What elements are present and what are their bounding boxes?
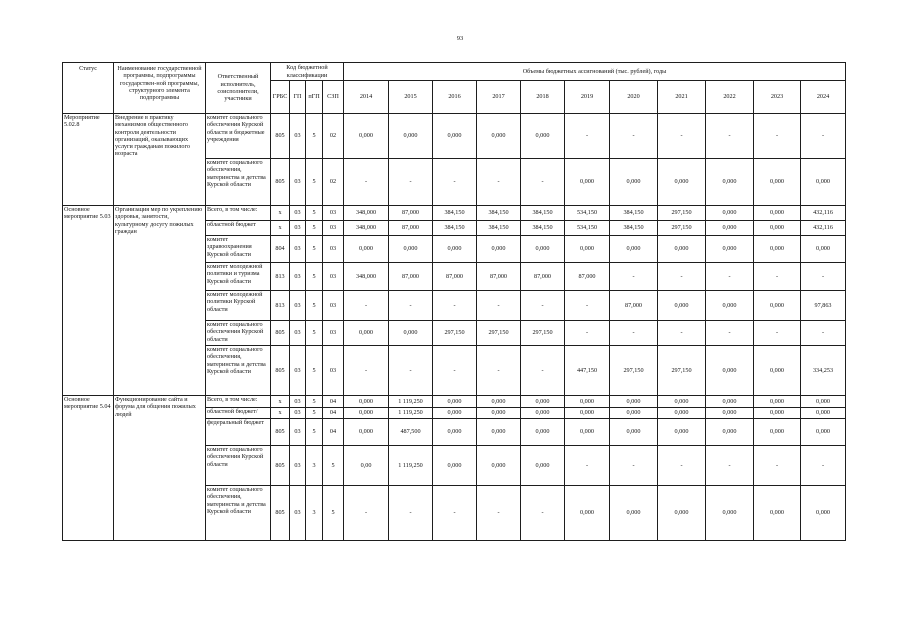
budget-code-cell: 5 — [306, 221, 323, 236]
allocation-value-cell: 0,000 — [706, 206, 754, 221]
allocation-value-cell: 87,000 — [477, 263, 521, 291]
allocation-value-cell: 0,000 — [433, 114, 477, 159]
responsible-cell: комитет здравоохранения Курской области — [206, 236, 271, 263]
allocation-value-cell: 0,000 — [754, 291, 801, 321]
allocation-value-cell: 1 119,250 — [389, 408, 433, 419]
allocation-value-cell: 0,000 — [433, 446, 477, 486]
responsible-cell: комитет социального обеспечения Курской области — [206, 321, 271, 346]
allocation-value-cell: - — [389, 346, 433, 396]
allocation-value-cell: 348,000 — [344, 206, 389, 221]
allocation-value-cell: 297,150 — [658, 206, 706, 221]
budget-code-cell: 04 — [323, 396, 344, 408]
allocation-value-cell: 334,253 — [801, 346, 846, 396]
budget-code-cell: 5 — [306, 396, 323, 408]
budget-code-cell: 5 — [306, 263, 323, 291]
allocation-value-cell: - — [521, 291, 565, 321]
allocation-value-cell: 0,000 — [706, 346, 754, 396]
responsible-cell: комитет молодежной политики Курской области — [206, 291, 271, 321]
allocation-value-cell: 534,150 — [565, 206, 610, 221]
allocation-value-cell: - — [344, 291, 389, 321]
allocation-value-cell: 384,150 — [433, 221, 477, 236]
allocation-value-cell: - — [477, 159, 521, 206]
gp-header: ГП — [290, 81, 306, 114]
budget-code-cell: 04 — [323, 419, 344, 446]
allocation-value-cell: 0,000 — [565, 159, 610, 206]
allocation-value-cell: 87,000 — [610, 291, 658, 321]
allocation-value-cell: 87,000 — [521, 263, 565, 291]
allocation-value-cell: 0,000 — [565, 486, 610, 541]
responsible-cell: федеральный бюджет — [206, 419, 271, 446]
allocation-value-cell: 0,000 — [706, 396, 754, 408]
allocation-value-cell: 0,000 — [344, 236, 389, 263]
allocation-value-cell: 0,000 — [521, 408, 565, 419]
allocation-value-cell: 0,000 — [344, 408, 389, 419]
allocation-value-cell: 0,000 — [477, 446, 521, 486]
allocation-value-cell: 384,150 — [521, 206, 565, 221]
budget-code-cell: 03 — [290, 396, 306, 408]
allocation-value-cell: 0,000 — [389, 114, 433, 159]
allocation-value-cell: 0,000 — [754, 221, 801, 236]
allocation-value-cell: - — [610, 446, 658, 486]
allocation-value-cell: 0,000 — [658, 291, 706, 321]
allocation-value-cell: - — [754, 321, 801, 346]
budget-code-cell: 5 — [306, 346, 323, 396]
allocation-value-cell: - — [565, 114, 610, 159]
allocation-value-cell: 0,000 — [521, 236, 565, 263]
year-header: 2015 — [389, 81, 433, 114]
allocation-value-cell: 0,000 — [433, 408, 477, 419]
budget-code-cell: х — [271, 206, 290, 221]
budget-code-cell: 03 — [323, 291, 344, 321]
allocation-value-cell: 0,000 — [754, 236, 801, 263]
allocation-value-cell: - — [477, 486, 521, 541]
allocation-value-cell: - — [754, 446, 801, 486]
responsible-cell: комитет социального обеспечения, материнства и детства Курской области — [206, 486, 271, 541]
allocation-value-cell: 348,000 — [344, 263, 389, 291]
budget-code-cell: 5 — [306, 114, 323, 159]
allocation-value-cell: 0,00 — [344, 446, 389, 486]
table-row — [63, 114, 846, 159]
allocation-value-cell: 384,150 — [610, 206, 658, 221]
allocation-value-cell: - — [801, 114, 846, 159]
budget-code-cell: 03 — [290, 206, 306, 221]
budget-code-cell: 03 — [323, 263, 344, 291]
status-header: Статус — [63, 63, 114, 114]
allocation-value-cell: - — [521, 346, 565, 396]
allocation-value-cell: 0,000 — [658, 396, 706, 408]
allocation-value-cell: 0,000 — [658, 486, 706, 541]
allocation-value-cell: 0,000 — [610, 236, 658, 263]
allocation-value-cell: 297,150 — [477, 321, 521, 346]
budget-code-cell: 813 — [271, 263, 290, 291]
budget-code-cell: 03 — [323, 206, 344, 221]
responsible-cell: комитет социального обеспечения Курской области и бюджетные учреждения — [206, 114, 271, 159]
allocation-value-cell: 0,000 — [565, 419, 610, 446]
allocation-value-cell: - — [433, 291, 477, 321]
header-row — [63, 63, 846, 81]
allocation-value-cell: 0,000 — [610, 486, 658, 541]
allocation-value-cell: 0,000 — [477, 236, 521, 263]
allocation-value-cell: 0,000 — [389, 236, 433, 263]
table-header — [63, 63, 846, 114]
measure-name-cell: Функционирование сайта и форума для общения пожилых людей — [114, 396, 206, 541]
allocation-value-cell: 0,000 — [706, 291, 754, 321]
allocation-value-cell: - — [801, 321, 846, 346]
allocation-value-cell: 384,150 — [477, 221, 521, 236]
budget-code-cell: 805 — [271, 419, 290, 446]
allocation-value-cell: 0,000 — [754, 486, 801, 541]
allocation-value-cell: 0,000 — [658, 408, 706, 419]
allocation-value-cell: 87,000 — [389, 263, 433, 291]
measure-name-cell: Внедрение в практику механизмов общественного контроля деятельности организаций, оказывающих услуги гражданам пожилого возраста — [114, 114, 206, 206]
allocation-value-cell: 0,000 — [706, 236, 754, 263]
budget-code-cell: 805 — [271, 159, 290, 206]
allocation-value-cell: 0,000 — [521, 396, 565, 408]
year-header: 2021 — [658, 81, 706, 114]
year-header: 2016 — [433, 81, 477, 114]
budget-code-cell: 02 — [323, 159, 344, 206]
allocation-value-cell: - — [801, 446, 846, 486]
allocation-value-cell: 0,000 — [433, 396, 477, 408]
budget-code-cell: 3 — [306, 446, 323, 486]
allocation-value-cell: 0,000 — [658, 419, 706, 446]
allocation-value-cell: 0,000 — [754, 159, 801, 206]
allocation-value-cell: 87,000 — [433, 263, 477, 291]
allocation-value-cell: 0,000 — [565, 408, 610, 419]
allocation-value-cell: - — [433, 486, 477, 541]
allocation-value-cell: 0,000 — [344, 419, 389, 446]
allocation-value-cell: - — [706, 321, 754, 346]
responsible-cell: Всего, в том числе: — [206, 396, 271, 408]
budget-code-cell: 03 — [323, 321, 344, 346]
budget-code-cell: 03 — [323, 346, 344, 396]
allocation-value-cell: - — [389, 486, 433, 541]
table-row — [63, 206, 846, 221]
budget-code-cell: 03 — [290, 263, 306, 291]
allocation-value-cell: - — [754, 263, 801, 291]
allocation-value-cell: - — [565, 291, 610, 321]
budget-code-cell: 03 — [290, 346, 306, 396]
allocation-value-cell: 0,000 — [521, 114, 565, 159]
year-header: 2022 — [706, 81, 754, 114]
budget-code-cell: 804 — [271, 236, 290, 263]
allocation-value-cell: 87,000 — [389, 221, 433, 236]
allocation-value-cell: 297,150 — [433, 321, 477, 346]
responsible-cell: комитет молодежной политики и туризма Курской области — [206, 263, 271, 291]
allocation-value-cell: 384,150 — [521, 221, 565, 236]
budget-code-header: Код бюджетной классификации — [271, 63, 344, 81]
budget-code-cell: 5 — [306, 419, 323, 446]
year-header: 2019 — [565, 81, 610, 114]
allocation-value-cell: 0,000 — [521, 419, 565, 446]
allocation-value-cell: 0,000 — [801, 159, 846, 206]
responsible-cell: комитет социального обеспечения Курской области — [206, 446, 271, 486]
budget-code-cell: 03 — [323, 236, 344, 263]
allocation-value-cell: - — [801, 263, 846, 291]
allocation-value-cell: 0,000 — [610, 159, 658, 206]
allocation-value-cell: 0,000 — [754, 396, 801, 408]
budget-code-cell: 3 — [306, 486, 323, 541]
allocation-value-cell: - — [658, 263, 706, 291]
budget-code-cell: 805 — [271, 346, 290, 396]
allocation-value-cell: - — [706, 263, 754, 291]
allocation-value-cell: - — [706, 114, 754, 159]
allocation-value-cell: 1 119,250 — [389, 396, 433, 408]
allocation-value-cell: - — [389, 291, 433, 321]
budget-code-cell: х — [271, 221, 290, 236]
allocation-value-cell: 384,150 — [433, 206, 477, 221]
allocation-value-cell: - — [754, 114, 801, 159]
budget-code-cell: 04 — [323, 408, 344, 419]
allocation-value-cell: - — [658, 321, 706, 346]
allocation-value-cell: 384,150 — [477, 206, 521, 221]
allocation-value-cell: - — [389, 159, 433, 206]
responsible-cell: комитет социального обеспечения, материнства и детства Курской области — [206, 346, 271, 396]
allocation-value-cell: 0,000 — [754, 408, 801, 419]
budget-code-cell: 5 — [306, 291, 323, 321]
allocation-value-cell: 87,000 — [565, 263, 610, 291]
allocation-value-cell: 432,116 — [801, 206, 846, 221]
budget-code-cell: 03 — [290, 486, 306, 541]
responsible-cell: комитет социального обеспечения, материнства и детства Курской области — [206, 159, 271, 206]
allocation-value-cell: 0,000 — [477, 114, 521, 159]
allocation-value-cell: 0,000 — [754, 206, 801, 221]
allocation-value-cell: 0,000 — [521, 446, 565, 486]
allocation-value-cell: 0,000 — [389, 321, 433, 346]
allocation-value-cell: - — [610, 263, 658, 291]
responsible-header: Ответственный исполнитель, соисполнители, участники — [206, 63, 271, 114]
year-header: 2018 — [521, 81, 565, 114]
budget-code-cell: 03 — [290, 408, 306, 419]
budget-code-cell: 805 — [271, 321, 290, 346]
grbs-header: ГРБС — [271, 81, 290, 114]
allocation-value-cell: 87,000 — [389, 206, 433, 221]
allocation-value-cell: 0,000 — [754, 419, 801, 446]
year-header: 2023 — [754, 81, 801, 114]
allocation-value-cell: - — [658, 446, 706, 486]
year-header: 2020 — [610, 81, 658, 114]
allocation-value-cell: 0,000 — [658, 159, 706, 206]
budget-code-cell: 813 — [271, 291, 290, 321]
allocation-value-cell: 447,150 — [565, 346, 610, 396]
allocation-value-cell: 534,150 — [565, 221, 610, 236]
allocation-value-cell: 0,000 — [706, 486, 754, 541]
allocation-value-cell: 0,000 — [801, 408, 846, 419]
budget-code-cell: 03 — [290, 419, 306, 446]
budget-code-cell: 03 — [290, 221, 306, 236]
budget-code-cell: 5 — [323, 446, 344, 486]
allocation-value-cell: - — [610, 321, 658, 346]
budget-code-cell: 03 — [290, 446, 306, 486]
allocation-value-cell: 0,000 — [801, 236, 846, 263]
allocation-value-cell: 0,000 — [344, 396, 389, 408]
allocation-value-cell: - — [477, 291, 521, 321]
allocation-value-cell: - — [706, 446, 754, 486]
budget-code-cell: х — [271, 408, 290, 419]
allocation-value-cell: 487,500 — [389, 419, 433, 446]
measure-name-cell: Организация мер по укреплению здоровья, занятости, культурному досугу пожилых граждан — [114, 206, 206, 396]
table-row — [63, 396, 846, 408]
allocation-value-cell: 0,000 — [433, 236, 477, 263]
year-header: 2017 — [477, 81, 521, 114]
budget-code-cell: 03 — [290, 321, 306, 346]
allocation-value-cell: - — [521, 159, 565, 206]
allocation-value-cell: 0,000 — [433, 419, 477, 446]
allocation-value-cell: 0,000 — [610, 408, 658, 419]
allocation-value-cell: 0,000 — [801, 419, 846, 446]
allocation-value-cell: 0,000 — [801, 486, 846, 541]
allocation-value-cell: 0,000 — [801, 396, 846, 408]
allocation-value-cell: 432,116 — [801, 221, 846, 236]
szp-header: СЗП — [323, 81, 344, 114]
responsible-cell: областной бюджет — [206, 221, 271, 236]
allocation-value-cell: 0,000 — [706, 221, 754, 236]
allocation-value-cell: 0,000 — [477, 408, 521, 419]
name-header: Наименование государственной программы, подпрограммы государствен-ной программы, структурного элемента подпрограммы — [114, 63, 206, 114]
pgp-header: пГП — [306, 81, 323, 114]
allocation-value-cell: - — [477, 346, 521, 396]
budget-allocations-table — [62, 62, 846, 541]
allocation-value-cell: - — [610, 114, 658, 159]
allocation-value-cell: 0,000 — [706, 159, 754, 206]
allocation-value-cell: 0,000 — [706, 408, 754, 419]
allocation-value-cell: - — [433, 159, 477, 206]
budget-code-cell: 02 — [323, 114, 344, 159]
allocation-value-cell: 97,863 — [801, 291, 846, 321]
status-cell: Основное мероприятие 5.04 — [63, 396, 114, 541]
budget-code-cell: 805 — [271, 446, 290, 486]
budget-code-cell: 03 — [290, 114, 306, 159]
budget-code-cell: 5 — [306, 321, 323, 346]
allocation-value-cell: - — [658, 114, 706, 159]
allocation-value-cell: 348,000 — [344, 221, 389, 236]
table-body — [63, 114, 846, 541]
allocation-value-cell: 0,000 — [754, 346, 801, 396]
budget-code-cell: 03 — [290, 159, 306, 206]
budget-code-cell: 03 — [290, 236, 306, 263]
budget-code-cell: х — [271, 396, 290, 408]
allocation-value-cell: 297,150 — [521, 321, 565, 346]
allocation-value-cell: 0,000 — [344, 114, 389, 159]
allocation-value-cell: - — [344, 159, 389, 206]
allocation-value-cell: 384,150 — [610, 221, 658, 236]
page-number: 93 — [456, 35, 464, 42]
budget-code-cell: 5 — [323, 486, 344, 541]
allocation-value-cell: 297,150 — [658, 221, 706, 236]
allocation-value-cell: 297,150 — [610, 346, 658, 396]
budget-code-cell: 5 — [306, 159, 323, 206]
budget-code-cell: 5 — [306, 206, 323, 221]
allocation-value-cell: 0,000 — [610, 419, 658, 446]
allocation-value-cell: - — [565, 446, 610, 486]
allocation-value-cell: 0,000 — [658, 236, 706, 263]
budget-code-cell: 805 — [271, 114, 290, 159]
allocation-value-cell: - — [344, 346, 389, 396]
allocation-value-cell: 0,000 — [344, 321, 389, 346]
allocations-header: Объемы бюджетных ассигнований (тыс. рублей), годы — [344, 63, 846, 81]
allocation-value-cell: - — [565, 321, 610, 346]
budget-code-cell: 03 — [290, 291, 306, 321]
status-cell: Основное мероприятие 5.03 — [63, 206, 114, 396]
status-cell: Мероприятие 5.02.8 — [63, 114, 114, 206]
responsible-cell: областной бюджет/ — [206, 408, 271, 419]
allocation-value-cell: 1 119,250 — [389, 446, 433, 486]
allocation-value-cell: 0,000 — [477, 396, 521, 408]
allocation-value-cell: 0,000 — [477, 419, 521, 446]
responsible-cell: Всего, в том числе: — [206, 206, 271, 221]
year-header: 2024 — [801, 81, 846, 114]
allocation-value-cell: 0,000 — [565, 236, 610, 263]
budget-code-cell: 5 — [306, 408, 323, 419]
allocation-value-cell: - — [521, 486, 565, 541]
allocation-value-cell: - — [344, 486, 389, 541]
allocation-value-cell: 297,150 — [658, 346, 706, 396]
allocation-value-cell: - — [433, 346, 477, 396]
budget-code-cell: 5 — [306, 236, 323, 263]
year-header: 2014 — [344, 81, 389, 114]
budget-code-cell: 805 — [271, 486, 290, 541]
budget-code-cell: 03 — [323, 221, 344, 236]
allocation-value-cell: 0,000 — [565, 396, 610, 408]
allocation-value-cell: 0,000 — [706, 419, 754, 446]
allocation-value-cell: 0,000 — [610, 396, 658, 408]
